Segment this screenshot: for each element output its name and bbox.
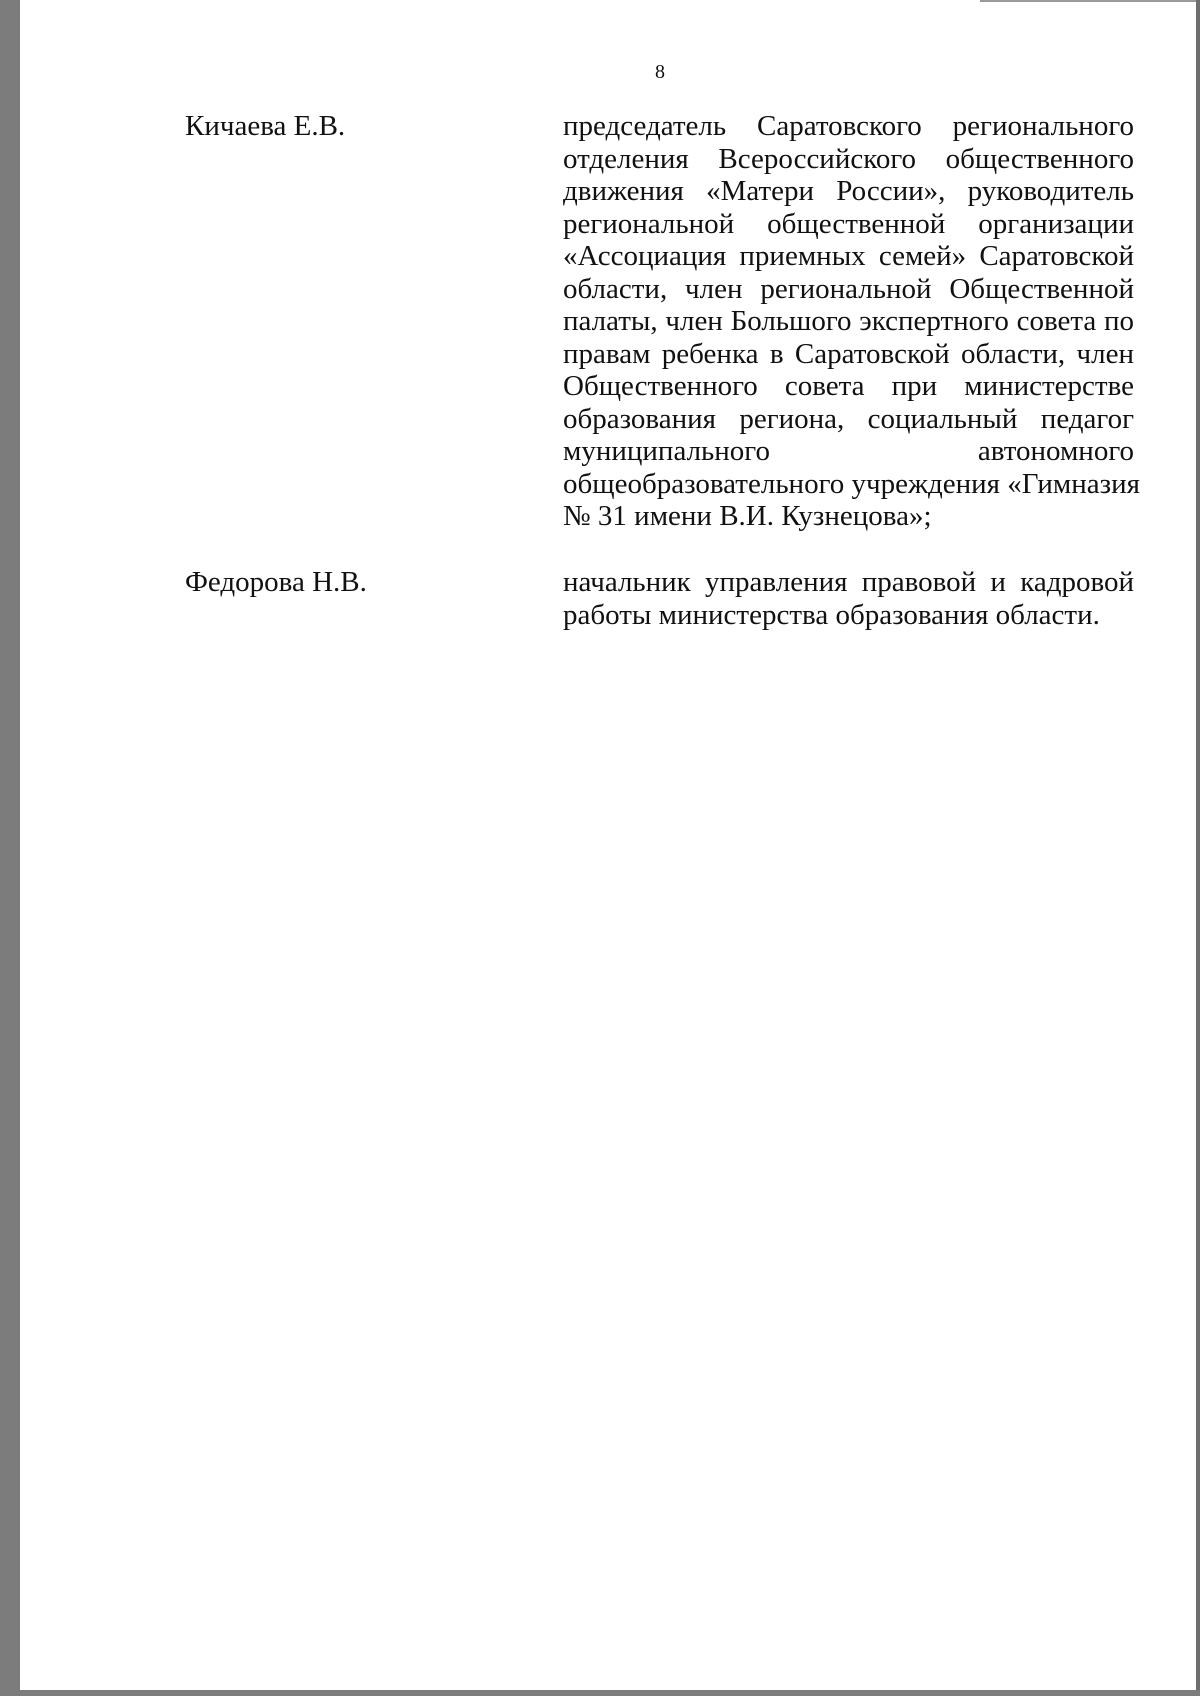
- role-line: правам ребенка в Саратовской области, член: [563, 337, 1134, 370]
- scan-top-edge: [980, 0, 1196, 2]
- role-line: председатель Саратовского регионального: [563, 110, 1134, 142]
- page-number: 8: [655, 61, 665, 83]
- member-name: Кичаева Е.В.: [185, 110, 346, 142]
- role-line: движения «Матери России», руководитель: [563, 175, 1134, 207]
- role-line: Общественного совета при министерстве: [563, 370, 1134, 402]
- role-line: муниципального автономного: [563, 435, 1134, 467]
- member-role-description: [563, 566, 1134, 631]
- scan-right-edge: [1196, 0, 1200, 1696]
- role-line: образования региона, социальный педагог: [563, 402, 1134, 435]
- role-line: отделения Всероссийского общественного: [563, 142, 1134, 175]
- role-line: начальник управления правовой и кадровой: [563, 566, 1134, 598]
- role-line: работы министерства образования области.: [563, 598, 1100, 631]
- scan-bottom-edge: [20, 1690, 1200, 1696]
- role-line: «Ассоциация приемных семей» Саратовской: [563, 240, 1134, 272]
- role-line: № 31 имени В.И. Кузнецова»;: [563, 500, 932, 532]
- member-role-description: [563, 110, 1140, 533]
- member-name: Федорова Н.В.: [185, 566, 367, 598]
- role-line: региональной общественной организации: [563, 207, 1134, 240]
- role-line: области, член региональной Общественной: [563, 272, 1134, 305]
- role-line: палаты, член Большого экспертного совета по: [563, 305, 1134, 337]
- role-line: общеобразовательного учреждения «Гимназия: [563, 467, 1140, 500]
- scan-left-edge: [0, 0, 20, 1696]
